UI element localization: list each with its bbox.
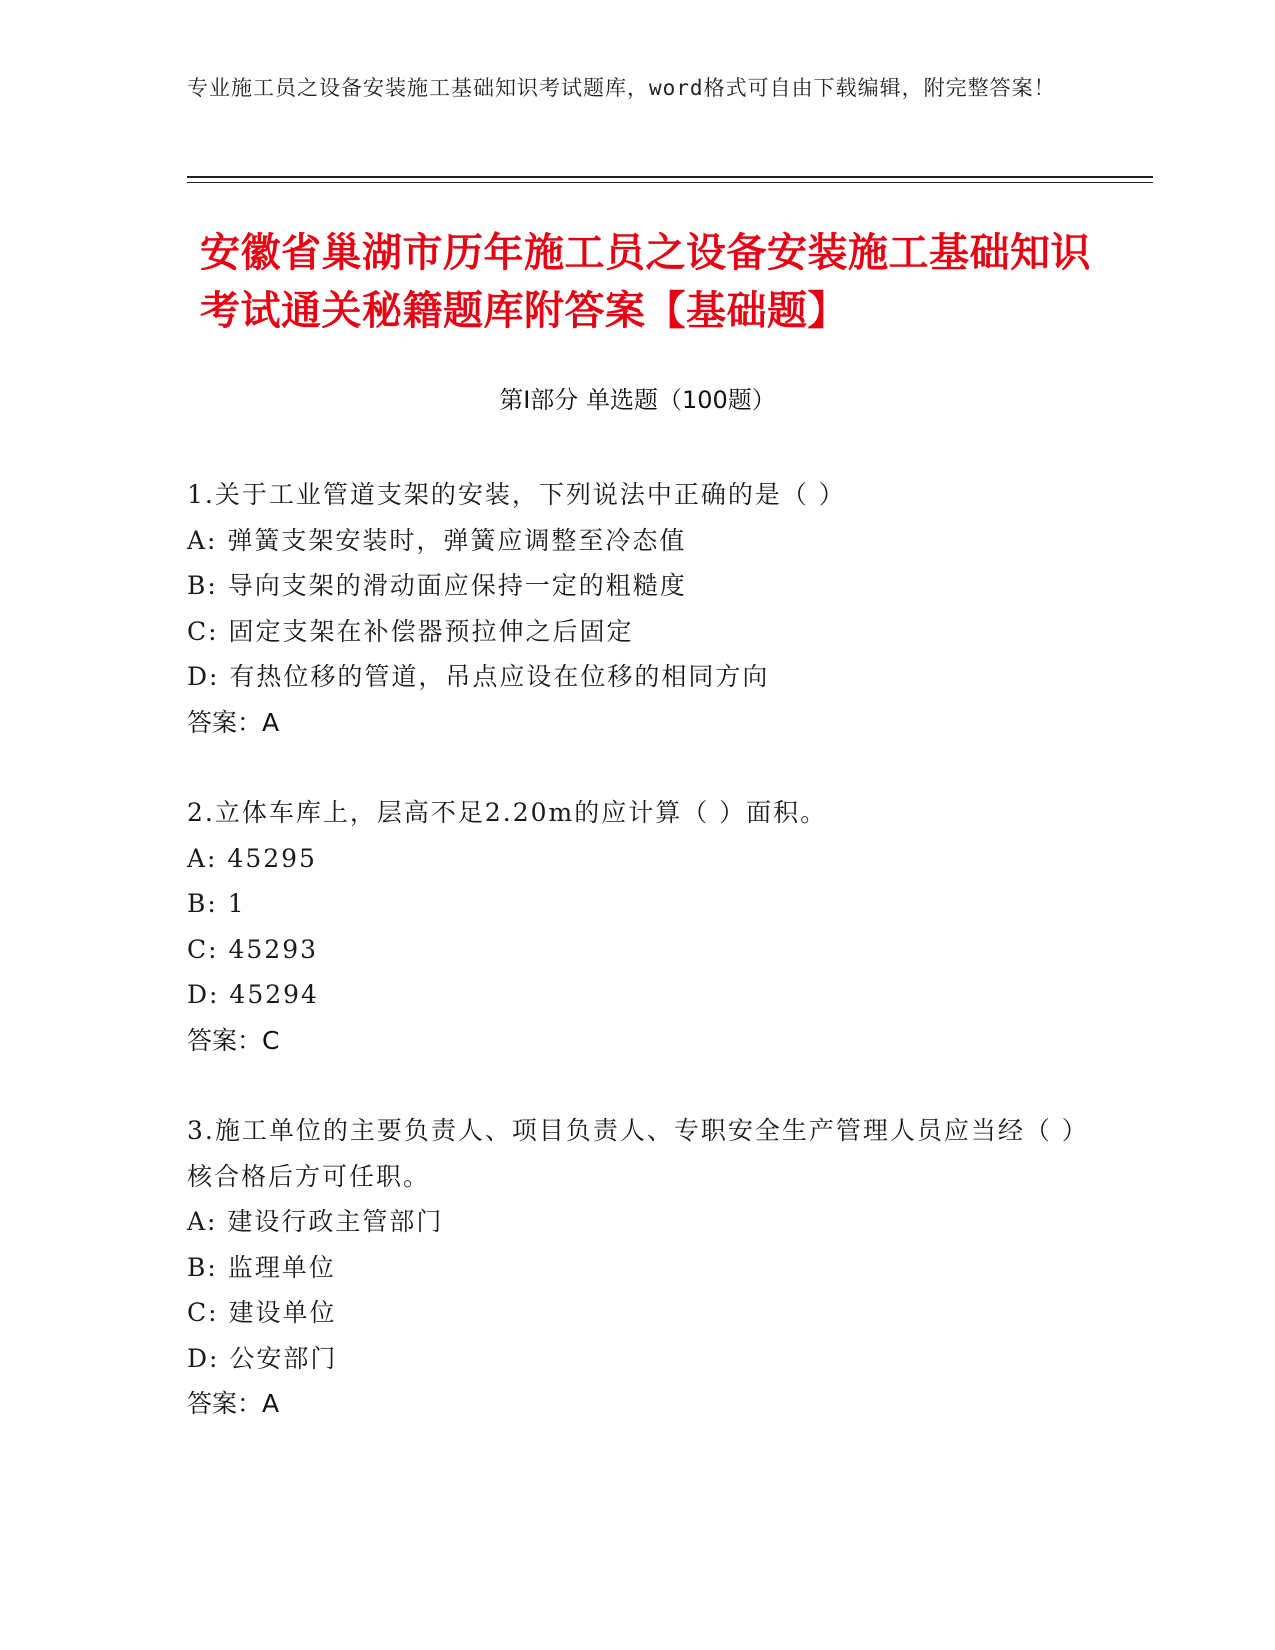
option-d: D: 45294 bbox=[187, 980, 319, 1009]
option-a: A: 建设行政主管部门 bbox=[187, 1207, 444, 1236]
option-b: B: 导向支架的滑动面应保持一定的粗糙度 bbox=[187, 571, 687, 600]
question-stem: 2.立体车库上，层高不足2.20m的应计算（ ）面积。 bbox=[187, 798, 828, 827]
option-d: D: 公安部门 bbox=[187, 1343, 338, 1373]
option-c: C: 45293 bbox=[187, 934, 319, 964]
answer: 答案：C bbox=[187, 1025, 280, 1055]
answer: 答案：A bbox=[187, 707, 280, 737]
header-divider-thin bbox=[187, 182, 1153, 183]
question-2 bbox=[187, 790, 1087, 1063]
answer: 答案：A bbox=[187, 1389, 280, 1418]
question-3 bbox=[187, 1108, 1087, 1427]
option-a: A: 弹簧支架安装时，弹簧应调整至冷态值 bbox=[187, 525, 687, 555]
section-title: 第Ⅰ部分 单选题（100题） bbox=[499, 386, 776, 414]
question-stem: 3.施工单位的主要负责人、项目负责人、专职安全生产管理人员应当经（ ）核合格后方可任职。 bbox=[187, 1116, 1077, 1191]
option-d: D: 有热位移的管道，吊点应设在位移的相同方向 bbox=[187, 662, 770, 691]
header-note: 专业施工员之设备安装施工基础知识考试题库，word格式可自由下载编辑，附完整答案！ bbox=[187, 76, 1056, 100]
question-stem: 1.关于工业管道支架的安装，下列说法中正确的是（ ） bbox=[187, 480, 846, 509]
question-1 bbox=[187, 472, 1087, 745]
header-divider-thick bbox=[187, 176, 1153, 178]
option-b: B: 1 bbox=[187, 889, 246, 918]
option-c: C: 建设单位 bbox=[187, 1298, 337, 1327]
option-c: C: 固定支架在补偿器预拉伸之后固定 bbox=[187, 616, 634, 646]
option-b: B: 监理单位 bbox=[187, 1252, 336, 1282]
document-title: 安徽省巢湖市历年施工员之设备安装施工基础知识考试通关秘籍题库附答案【基础题】 bbox=[200, 230, 1091, 334]
option-a: A: 45295 bbox=[187, 843, 317, 873]
